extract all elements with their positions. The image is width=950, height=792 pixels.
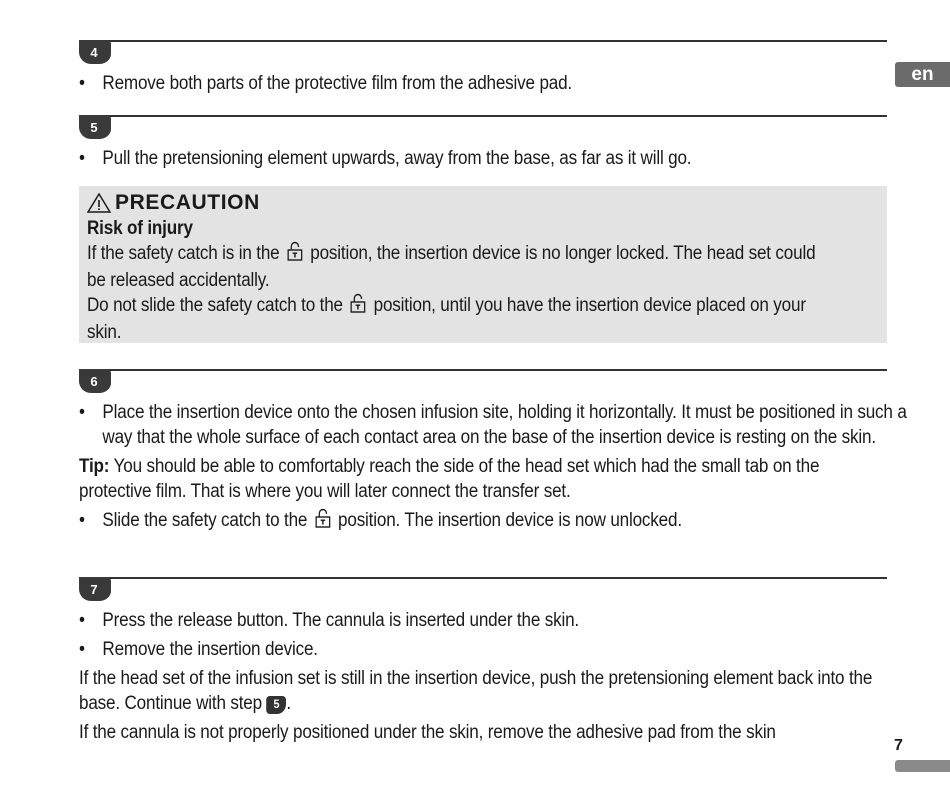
step-5-header [79, 115, 887, 141]
step-6-badge: 6 [79, 369, 111, 393]
list-item [79, 400, 910, 450]
step-divider [79, 577, 887, 579]
precaution-subtitle: Risk of injury [87, 218, 193, 239]
precaution-line-2: Do not slide the safety catch to the position, until you have the insertion device placed on your skin. [87, 295, 806, 343]
paragraph: If the head set of the infusion set is still in the insertion device, push the pretensioning element back into the base. Continue with step 5 . [79, 668, 873, 714]
step-7-header [79, 577, 887, 603]
list-item: • Slide the safety catch to the position. The insertion device is now unlocked. [79, 508, 910, 535]
precaution-box [79, 186, 887, 343]
bullet-icon: • [79, 73, 85, 94]
list-item-text: Press the release button. The cannula is inserted under the skin. [102, 610, 579, 631]
unlocked-padlock-icon [287, 241, 303, 268]
list-item-text: Pull the pretensioning element upwards, away from the base, as far as it will go. [102, 148, 692, 169]
step-4-header [79, 40, 887, 66]
step-divider [79, 115, 887, 117]
step-5 [79, 115, 887, 171]
list-item [79, 71, 910, 96]
tip-text: You should be able to comfortably reach the side of the head set which had the small tab on the protective film. That is where you will later connect the transfer set. [79, 456, 820, 502]
list-item [79, 608, 910, 633]
list-item [79, 146, 910, 171]
unlocked-padlock-icon [350, 293, 366, 320]
tip-paragraph [79, 454, 886, 504]
language-label: en [911, 63, 934, 85]
step-6-header [79, 369, 887, 395]
step-divider [79, 369, 887, 371]
bullet-icon: • [79, 402, 85, 423]
list-item-text: Place the insertion device onto the chosen infusion site, holding it horizontally. It must be positioned in such a way that the whole surface of each contact area on the base of the insertion device is resting on the skin. [102, 402, 907, 448]
bullet-icon: • [79, 148, 85, 169]
step-5-badge: 5 [79, 115, 111, 139]
step-4 [79, 40, 887, 96]
step-6 [79, 369, 907, 535]
precaution-line-1: If the safety catch is in the position, the insertion device is no longer locked. The head set could be released accidentally. [87, 243, 816, 291]
bullet-icon: • [79, 639, 85, 660]
list-item [79, 637, 910, 662]
list-item-text: Remove the insertion device. [102, 639, 318, 660]
page-number-bar [895, 760, 950, 772]
bullet-icon: • [79, 610, 85, 631]
precaution-title-text: PRECAUTION [115, 191, 260, 214]
step-7-badge: 7 [79, 577, 111, 601]
step-divider [79, 40, 887, 42]
unlocked-padlock-icon [315, 508, 331, 535]
tip-label: Tip: [79, 456, 110, 477]
step-5-reference-badge: 5 [267, 696, 287, 714]
step-7 [79, 577, 887, 745]
precaution-title [87, 189, 879, 216]
page-number: 7 [894, 737, 903, 754]
precaution-body [87, 216, 828, 345]
warning-icon [87, 193, 111, 213]
list-item-text: Remove both parts of the protective film from the adhesive pad. [102, 73, 573, 94]
bullet-icon: • [79, 510, 85, 531]
paragraph: If the cannula is not properly positioned under the skin, remove the adhesive pad from the skin [79, 722, 776, 743]
step-4-badge: 4 [79, 40, 111, 64]
